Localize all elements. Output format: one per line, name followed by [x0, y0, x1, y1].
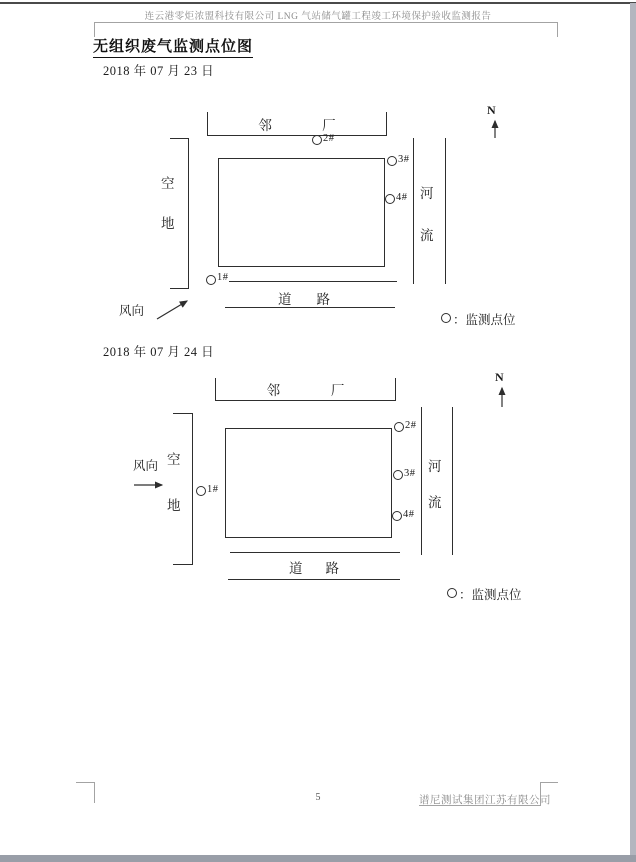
open-field-label: 地	[167, 498, 181, 513]
legend-label: ：监测点位	[453, 313, 516, 327]
neighbor-factory-label: 邻	[266, 383, 281, 398]
open-field-bracket	[173, 413, 193, 565]
neighbor-factory-label: 厂	[330, 383, 345, 398]
river-line-left	[421, 407, 422, 555]
report-header-text: 连云港零炬浓盟科技有限公司 LNG 气站储气罐工程竣工环境保护验收监测报告	[144, 12, 492, 22]
road-upper-line	[229, 281, 397, 282]
wind-direction-label: 风向	[133, 459, 159, 473]
diagram2-neighbor-factory-box	[215, 378, 396, 401]
monitoring-point-label-1: 1#	[207, 484, 219, 495]
diagram2-date: 2018 年 07 月 24 日	[103, 345, 215, 359]
monitoring-point-marker-4	[392, 511, 402, 521]
diagram1-neighbor-factory-box	[207, 112, 387, 136]
monitoring-point-label-4: 4#	[396, 192, 408, 203]
page-title: 无组织废气监测点位图	[93, 35, 253, 58]
river-label: 流	[420, 228, 434, 243]
north-label: N	[495, 370, 504, 384]
north-label: N	[487, 103, 496, 117]
monitoring-point-label-2: 2#	[405, 420, 417, 431]
north-arrow	[496, 383, 508, 409]
monitoring-point-marker-3	[393, 470, 403, 480]
monitoring-point-marker-2	[312, 135, 322, 145]
page-number: 5	[315, 792, 321, 803]
river-label: 河	[428, 459, 442, 474]
diagram1-date: 2018 年 07 月 23 日	[103, 64, 215, 78]
diagram2-site-rectangle	[225, 428, 392, 538]
legend-label: ：监测点位	[459, 588, 522, 602]
road-label-char: 路	[325, 561, 339, 576]
road-label-char: 道	[289, 561, 303, 576]
neighbor-factory-label: 邻	[258, 117, 272, 133]
header-rule	[94, 22, 558, 23]
road-lower-line	[228, 579, 400, 580]
monitoring-point-marker-3	[387, 156, 397, 166]
road-lower-line	[225, 307, 395, 308]
monitoring-point-label-4: 4#	[403, 509, 415, 520]
river-label: 河	[420, 186, 434, 201]
wind-direction-label: 风向	[119, 304, 145, 318]
monitoring-point-marker-1	[196, 486, 206, 496]
monitoring-point-label-3: 3#	[404, 468, 416, 479]
monitoring-point-marker-1	[206, 275, 216, 285]
river-line-right	[452, 407, 453, 555]
river-line-right	[445, 138, 446, 284]
open-field-label: 空	[161, 176, 175, 191]
monitoring-point-label-1: 1#	[217, 272, 229, 283]
river-line-left	[413, 138, 414, 284]
wind-direction-arrow	[131, 477, 171, 493]
legend-point-marker	[447, 588, 457, 598]
text-boundary-mark-top-right	[557, 22, 558, 37]
road-upper-line	[230, 552, 400, 553]
page-top-border	[0, 2, 636, 4]
road-label	[278, 288, 330, 308]
monitoring-point-label-2: 2#	[323, 133, 335, 144]
river-label: 流	[428, 495, 442, 510]
diagram1-site-rectangle	[218, 158, 385, 267]
road-label-char: 路	[316, 292, 330, 307]
road-label-char: 道	[278, 292, 292, 307]
north-arrow	[489, 116, 501, 140]
monitoring-point-marker-4	[385, 194, 395, 204]
open-field-label: 地	[161, 216, 175, 231]
footer-rule	[419, 805, 541, 806]
footer-company: 谱尼测试集团江苏有限公司	[419, 795, 551, 806]
neighbor-factory-label: 厂	[322, 117, 336, 133]
legend-point-marker	[441, 313, 451, 323]
page-edge-shadow-right	[630, 3, 636, 862]
monitoring-point-marker-2	[394, 422, 404, 432]
monitoring-point-label-3: 3#	[398, 154, 410, 165]
open-field-label: 空	[167, 452, 181, 467]
text-boundary-mark-bottom-right-h	[540, 782, 558, 783]
page-edge-shadow-bottom	[0, 855, 636, 862]
text-boundary-mark-bottom-left-h	[76, 782, 95, 783]
wind-direction-arrow	[153, 294, 195, 322]
road-label	[289, 557, 339, 577]
